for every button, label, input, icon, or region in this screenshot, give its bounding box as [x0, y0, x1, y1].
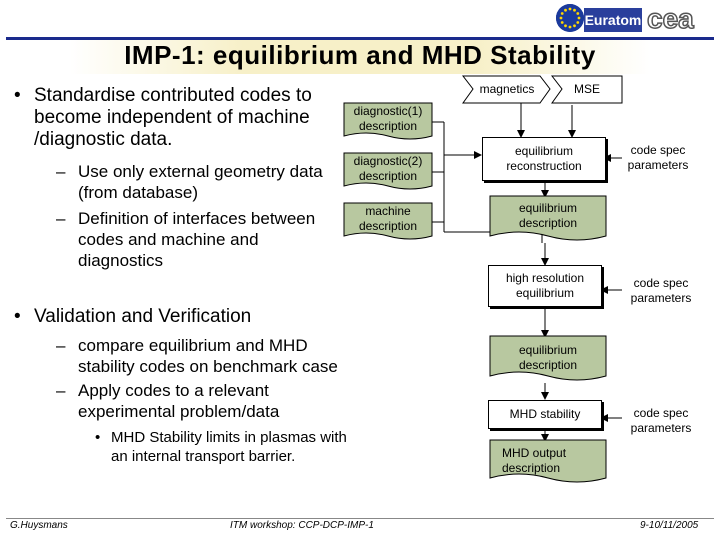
doc-diagnostic-2: [344, 154, 432, 186]
doc-eq-description-2: [490, 343, 606, 375]
sub-sub-bullet-mhd-limits: • MHD Stability limits in plasmas with an internal transport barrier.: [95, 429, 347, 465]
footer-event: ITM workshop: CCP-DCP-IMP-1: [230, 520, 374, 531]
bullet-validation-text: Validation and Verification: [34, 306, 252, 327]
doc-diagnostic-1: [344, 104, 432, 136]
sub-bullet-geometry-text: Use only external geometry data (from database): [78, 162, 323, 202]
sub-bullet-compare: – compare equilibrium and MHD stability codes on benchmark case: [56, 336, 338, 376]
doc-eq-description-2-label: equilibrium description: [518, 343, 578, 372]
box-hires-equilibrium: [488, 265, 602, 307]
footer-author: G.Huysmans: [10, 520, 68, 531]
doc-diagnostic-1-label: diagnostic(1) description: [353, 104, 423, 133]
doc-mhd-output-label: MHD output description: [502, 446, 567, 475]
sub-bullet-interfaces-text: Definition of interfaces between codes and machine and diagnostics: [78, 209, 316, 270]
doc-diagnostic-2-label: diagnostic(2) description: [353, 154, 423, 183]
box-mhd-stability-label: MHD stability: [509, 407, 581, 421]
bullet-standardise: • Standardise contributed codes to become independent of machine /diagnostic data.: [14, 85, 312, 150]
doc-eq-description-1: [490, 201, 606, 233]
bullet-standardise-text: Standardise contributed codes to become independent of machine /diagnostic data.: [34, 85, 312, 150]
box-eq-reconstruction-label: equilibrium reconstruction: [506, 144, 582, 173]
bullet-validation: • Validation and Verification: [14, 306, 252, 327]
box-mhd-stability: [488, 400, 602, 429]
label-code-spec-2: code spec parameters: [630, 276, 692, 305]
box-eq-reconstruction: [482, 137, 606, 181]
label-mse: MSE: [573, 82, 600, 96]
cea-logo-text: cea: [647, 4, 694, 32]
sub-bullet-interfaces: – Definition of interfaces between codes and machine and diagnostics: [56, 209, 316, 270]
sub-bullet-compare-text: compare equilibrium and MHD stability codes on benchmark case: [78, 336, 338, 376]
footer-date: 9-10/11/2005: [640, 520, 699, 531]
label-code-spec-3: code spec parameters: [630, 406, 692, 435]
doc-machine: [344, 204, 432, 236]
slide-title: IMP-1: equilibrium and MHD Stability: [124, 40, 596, 70]
label-code-spec-1: code spec parameters: [627, 143, 689, 172]
sub-sub-bullet-mhd-limits-text: MHD Stability limits in plasmas with an internal transport barrier.: [111, 429, 347, 465]
footer-rule: [6, 518, 714, 519]
sub-bullet-apply-text: Apply codes to a relevant experimental problem/data: [78, 381, 280, 421]
euratom-logo: Euratom: [584, 8, 642, 32]
label-magnetics: magnetics: [479, 82, 535, 96]
doc-eq-description-1-label: equilibrium description: [518, 201, 578, 230]
sub-bullet-apply: – Apply codes to a relevant experimental problem/data: [56, 381, 280, 421]
sub-bullet-geometry: – Use only external geometry data (from database): [56, 162, 323, 202]
box-hires-equilibrium-label: high resolution equilibrium: [505, 271, 585, 300]
doc-machine-label: machine description: [358, 204, 418, 233]
doc-mhd-output: [490, 446, 592, 478]
